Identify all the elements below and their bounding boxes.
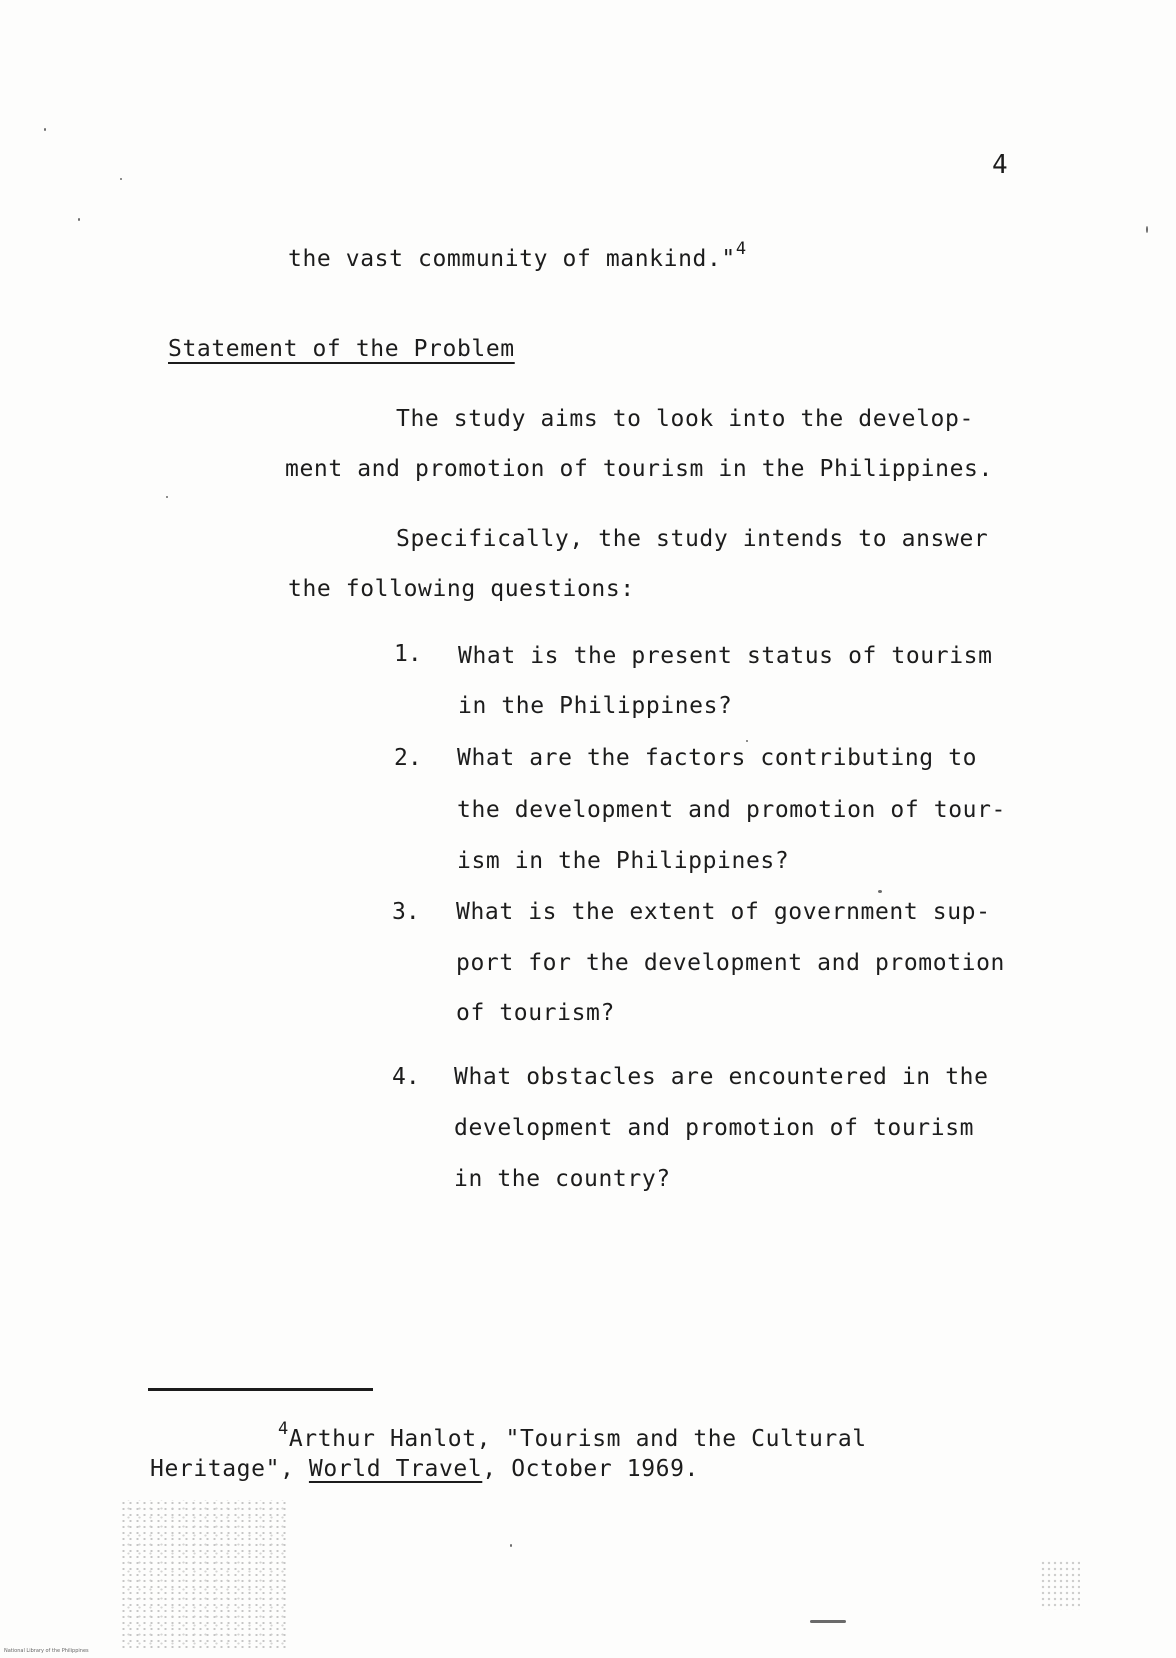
paragraph-1-line-2: ment and promotion of tourism in the Philippines. — [285, 456, 993, 482]
scan-speck — [1146, 226, 1148, 233]
question-1-line-2: in the Philippines? — [458, 693, 733, 719]
opening-quote-text: the vast community of mankind." — [288, 246, 736, 272]
section-heading: Statement of the Problem — [168, 336, 515, 362]
question-2-line-2: the development and promotion of tour- — [457, 797, 1006, 823]
question-4-line-3: in the country? — [454, 1166, 671, 1192]
question-2-number: 2. — [394, 745, 422, 771]
question-1-number: 1. — [394, 641, 422, 667]
question-3-line-2: port for the development and promotion — [456, 950, 1005, 976]
question-2-line-1: What are the factors contributing to — [457, 745, 978, 771]
scan-speck — [166, 496, 168, 498]
scan-speck — [120, 178, 122, 180]
scan-source-label: National Library of the Philippines — [4, 1648, 89, 1654]
question-4-line-1: What obstacles are encountered in the — [454, 1064, 989, 1090]
footnote-marker: 4 — [278, 1419, 289, 1439]
scan-speck — [878, 890, 882, 893]
question-3-line-1: What is the extent of government sup- — [456, 899, 991, 925]
opening-quote-line — [288, 239, 747, 272]
footnote-divider — [148, 1388, 373, 1391]
scan-noise-patch — [120, 1500, 290, 1650]
scan-speck — [78, 218, 80, 221]
scan-smudge — [810, 1620, 846, 1623]
question-2-line-3: ism in the Philippines? — [457, 848, 790, 874]
scan-speck — [746, 740, 748, 742]
footnote-citation-heritage: Heritage", — [150, 1456, 309, 1482]
footnote-line-1 — [278, 1419, 867, 1452]
footnote-journal-title: World Travel — [308, 1456, 483, 1482]
footnote-line-2 — [150, 1456, 699, 1482]
scan-speck — [510, 1544, 512, 1547]
paragraph-2-line-1: Specifically, the study intends to answer — [396, 526, 989, 552]
footnote-reference: 4 — [735, 239, 747, 259]
paragraph-2-line-2: the following questions: — [288, 576, 635, 602]
question-3-line-3: of tourism? — [456, 1000, 615, 1026]
scan-speck — [44, 128, 46, 131]
question-4-line-2: development and promotion of tourism — [454, 1115, 975, 1141]
scan-noise-patch — [1040, 1560, 1080, 1610]
question-4-number: 4. — [392, 1064, 420, 1090]
page-number: 4 — [992, 150, 1008, 180]
footnote-citation-start: Arthur Hanlot, "Tourism and the Cultural — [288, 1426, 867, 1452]
paragraph-1-line-1: The study aims to look into the develop- — [396, 406, 974, 432]
footnote-citation-date: , October 1969. — [482, 1456, 700, 1482]
question-3-number: 3. — [392, 899, 420, 925]
question-1-line-1: What is the present status of tourism — [458, 643, 993, 669]
